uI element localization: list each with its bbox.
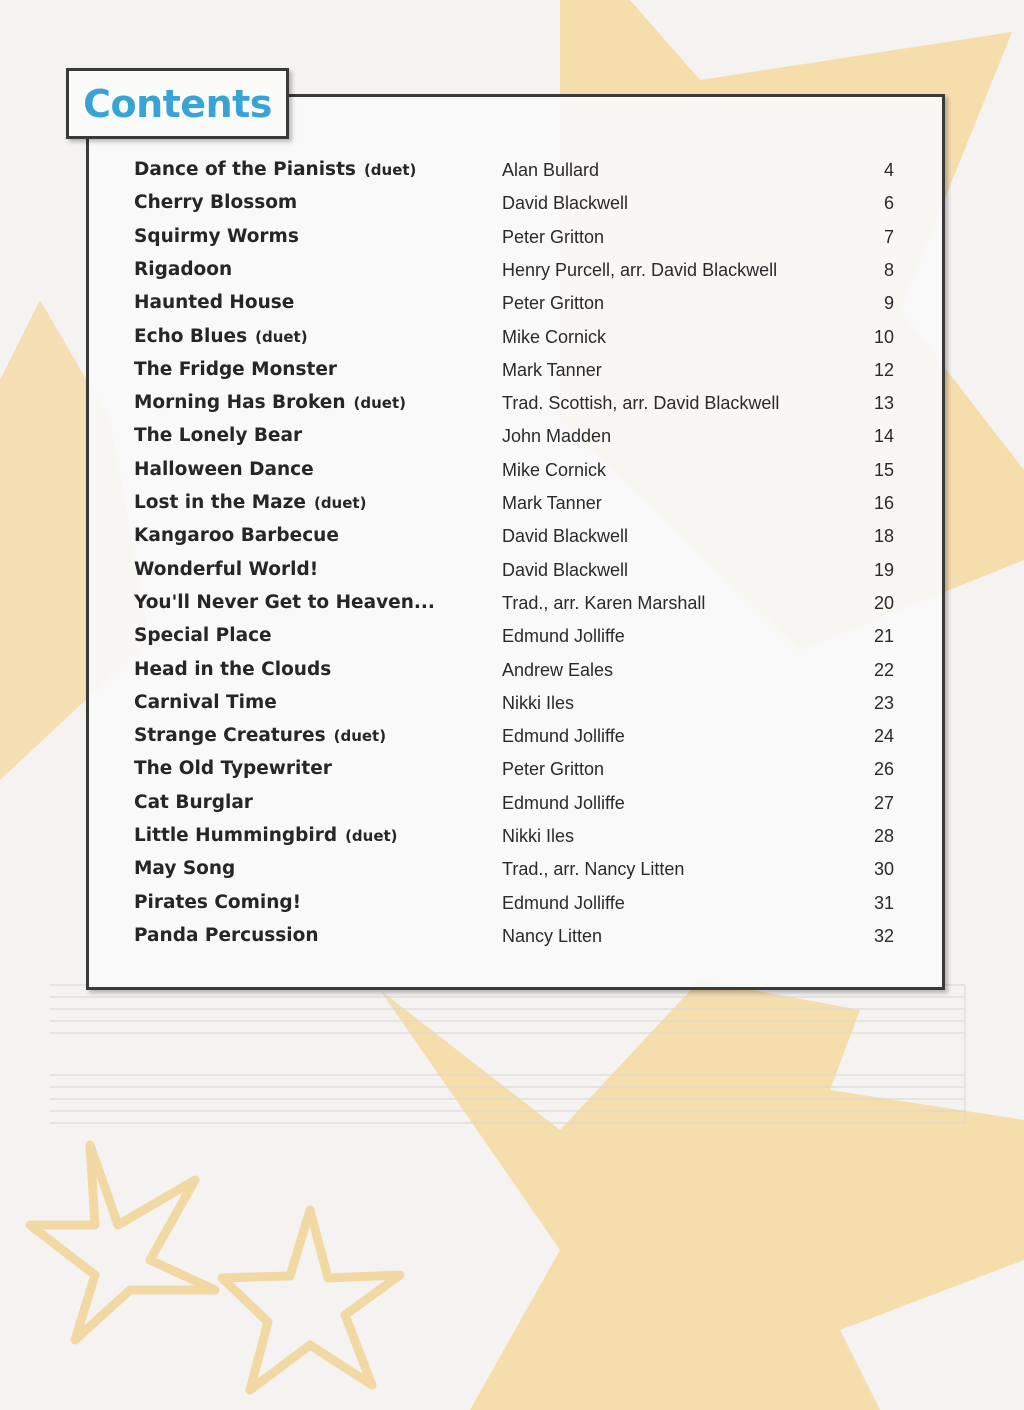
page-number: 18	[873, 526, 894, 547]
contents-entry	[0, 888, 1024, 921]
contents-entry	[0, 388, 1024, 421]
contents-heading-tab	[66, 68, 289, 139]
duet-label: (duet)	[333, 727, 387, 746]
composer-name: David Blackwell	[502, 193, 629, 214]
piece-title-text: Pirates Coming!	[134, 891, 302, 913]
piece-title-text: Dance of the Pianists	[134, 159, 356, 180]
composer-name: Mark Tanner	[502, 359, 602, 380]
piece-title	[134, 222, 299, 252]
piece-title-text: Lost in the Maze	[134, 492, 306, 513]
contents-entry	[0, 521, 1024, 554]
piece-title	[134, 421, 302, 451]
page-title: Contents	[83, 81, 272, 126]
composer-name: Alan Bullard	[502, 160, 600, 180]
piece-title-text: Haunted House	[134, 292, 295, 314]
composer-name: Peter Gritton	[502, 759, 605, 780]
contents-entry	[0, 854, 1024, 887]
piece-title	[134, 588, 435, 618]
piece-title-text: Head in the Clouds	[134, 658, 332, 680]
piece-title-text: Echo Blues	[134, 325, 248, 347]
contents-entry	[0, 588, 1024, 621]
piece-title-text: Morning Has Broken	[134, 392, 346, 414]
contents-entry	[0, 754, 1024, 787]
piece-title	[134, 455, 314, 485]
page-number: 27	[873, 792, 894, 813]
composer-name: Mark Tanner	[502, 493, 602, 513]
composer-name: Nikki Iles	[502, 826, 575, 846]
contents-entry	[0, 621, 1024, 654]
piece-title	[134, 788, 253, 818]
piece-title-text: Kangaroo Barbecue	[134, 525, 339, 547]
piece-title-text: Rigadoon	[134, 258, 233, 280]
piece-title-text: Strange Creatures	[134, 725, 326, 747]
page-number: 13	[873, 393, 894, 414]
contents-entry	[0, 455, 1024, 488]
page-number: 20	[873, 592, 894, 613]
composer-name: David Blackwell	[502, 559, 629, 580]
composer-name: Trad., arr. Karen Marshall	[502, 592, 706, 613]
piece-title	[134, 921, 319, 951]
piece-title-text: Squirmy Worms	[134, 225, 299, 247]
piece-title	[134, 388, 406, 418]
piece-title-text: Cherry Blossom	[134, 192, 298, 214]
page-number: 32	[873, 925, 894, 946]
piece-title	[134, 754, 332, 784]
page-number: 15	[873, 459, 894, 480]
piece-title-text: Special Place	[134, 625, 272, 647]
composer-name: Edmund Jolliffe	[502, 792, 625, 813]
composer-name: David Blackwell	[502, 526, 629, 547]
contents-entry	[0, 721, 1024, 754]
piece-title	[134, 322, 308, 352]
page-number: 21	[873, 626, 894, 647]
piece-title	[134, 355, 337, 385]
page-number: 10	[873, 326, 894, 347]
composer-name: Edmund Jolliffe	[502, 892, 625, 913]
page-number: 7	[883, 226, 894, 247]
contents-entry	[0, 921, 1024, 954]
piece-title	[134, 155, 416, 185]
page-number: 12	[873, 359, 894, 380]
contents-entry	[0, 555, 1024, 588]
composer-name: Andrew Eales	[502, 659, 614, 680]
star-outline-icon	[222, 1210, 400, 1390]
contents-entry	[0, 688, 1024, 721]
contents-entry	[0, 255, 1024, 288]
composer-name: Mike Cornick	[502, 459, 607, 480]
page-number: 19	[873, 559, 894, 580]
piece-title	[134, 655, 331, 685]
piece-title-text: Halloween Dance	[134, 458, 314, 480]
piece-title	[134, 688, 277, 718]
piece-title-text: Little Hummingbird	[134, 825, 338, 846]
contents-entry	[0, 655, 1024, 688]
composer-name: Peter Gritton	[502, 226, 605, 247]
contents-entry	[0, 322, 1024, 355]
composer-name: Henry Purcell, arr. David Blackwell	[502, 259, 778, 280]
piece-title	[134, 255, 232, 285]
page-number: 23	[873, 692, 894, 713]
contents-entry	[0, 155, 1024, 188]
contents-entry	[0, 421, 1024, 454]
piece-title	[134, 188, 297, 218]
piece-title	[134, 555, 318, 585]
composer-name: Edmund Jolliffe	[502, 626, 625, 647]
page-number: 30	[873, 859, 894, 880]
composer-name: Trad. Scottish, arr. David Blackwell	[502, 393, 780, 414]
piece-title	[134, 721, 386, 751]
piece-title-text: The Lonely Bear	[134, 425, 303, 447]
page-number: 14	[873, 426, 894, 447]
contents-entry	[0, 821, 1024, 854]
star-outline-icon	[30, 1145, 215, 1340]
contents-entry	[0, 222, 1024, 255]
duet-label: (duet)	[363, 161, 417, 179]
piece-title	[134, 854, 235, 884]
page-number: 16	[873, 493, 894, 513]
contents-entry	[0, 355, 1024, 388]
piece-title-text: The Old Typewriter	[134, 758, 332, 780]
page-number: 9	[883, 293, 894, 314]
composer-name: Peter Gritton	[502, 293, 605, 314]
piece-title-text: Panda Percussion	[134, 924, 319, 946]
piece-title-text: Wonderful World!	[134, 558, 319, 580]
piece-title-text: You'll Never Get to Heaven...	[134, 591, 435, 613]
piece-title-text: May Song	[134, 858, 236, 880]
piece-title	[134, 488, 366, 518]
contents-entry	[0, 788, 1024, 821]
piece-title-text: Carnival Time	[134, 691, 277, 713]
piece-title	[134, 288, 294, 318]
page-number: 31	[873, 892, 894, 913]
duet-label: (duet)	[345, 827, 398, 845]
piece-title	[134, 888, 301, 918]
page-number: 8	[883, 259, 894, 280]
star-shape-lower	[380, 980, 1024, 1410]
piece-title	[134, 821, 398, 851]
contents-entry	[0, 288, 1024, 321]
piece-title-text: Cat Burglar	[134, 791, 253, 813]
duet-label: (duet)	[313, 494, 367, 512]
contents-entry	[0, 488, 1024, 521]
composer-name: John Madden	[502, 426, 612, 447]
piece-title	[134, 621, 272, 651]
contents-entry	[0, 188, 1024, 221]
duet-label: (duet)	[353, 394, 406, 413]
composer-name: Nancy Litten	[502, 925, 603, 946]
page-number: 6	[883, 193, 894, 214]
piece-title-text: The Fridge Monster	[134, 358, 337, 380]
composer-name: Nikki Iles	[502, 692, 575, 713]
page-number: 24	[873, 726, 894, 747]
composer-name: Edmund Jolliffe	[502, 726, 625, 747]
page-number: 28	[873, 826, 894, 846]
composer-name: Trad., arr. Nancy Litten	[502, 859, 685, 880]
piece-title	[134, 521, 339, 551]
page-number: 26	[873, 759, 894, 780]
page-number: 22	[873, 659, 894, 680]
composer-name: Mike Cornick	[502, 326, 607, 347]
page-number: 4	[883, 160, 894, 180]
duet-label: (duet)	[255, 327, 308, 346]
